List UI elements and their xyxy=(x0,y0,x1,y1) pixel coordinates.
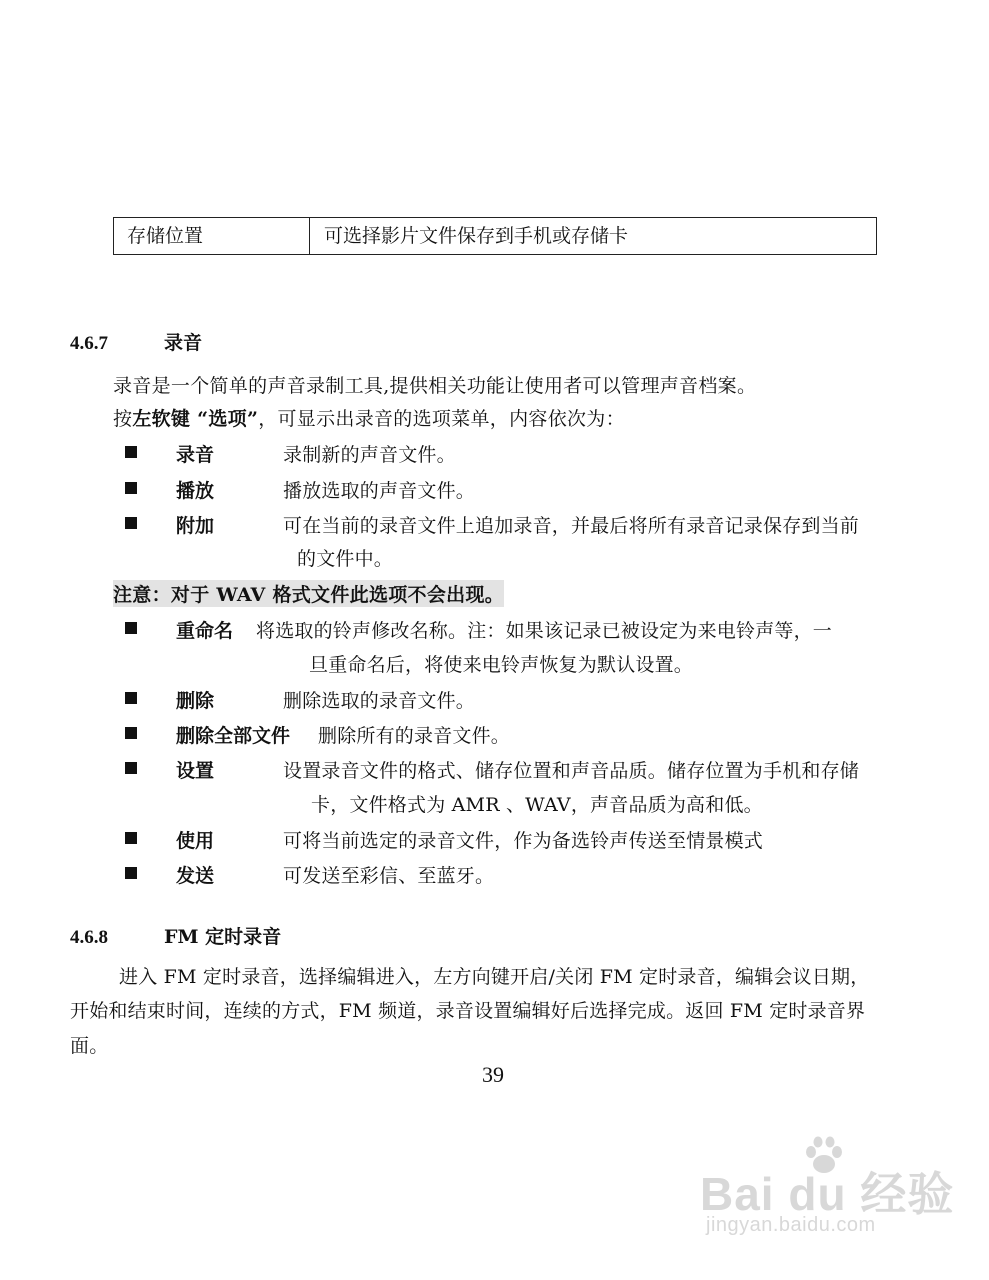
section-number: 4.6.7 xyxy=(70,333,108,354)
item-desc-settings-cont: 卡，文件格式为 AMR 、WAV，声音品质为高和低。 xyxy=(311,794,763,816)
watermark-brand: Bai du 经验 xyxy=(700,1168,955,1220)
fm-paragraph-line1: 进入 FM 定时录音，选择编辑进入，左方向键开启/关闭 FM 定时录音，编辑会议日期， xyxy=(119,966,870,988)
item-term-record: 录音 xyxy=(176,444,215,466)
item-term-settings: 设置 xyxy=(176,760,215,782)
fm-paragraph-line3: 面。 xyxy=(70,1035,109,1057)
item-desc-append-cont: 的文件中。 xyxy=(297,548,394,570)
section-number: 4.6.8 xyxy=(70,927,108,948)
bullet-icon xyxy=(125,517,137,529)
fm-paragraph-line2: 开始和结束时间，连续的方式，FM 频道，录音设置编辑好后选择完成。返回 FM 定时录音界 xyxy=(70,1000,866,1022)
item-term-delete-all: 删除全部文件 xyxy=(176,725,291,747)
item-desc-play: 播放选取的声音文件。 xyxy=(283,480,476,502)
bullet-icon xyxy=(125,727,137,739)
menu-instruction-suffix: ，可显示出录音的选项菜单，内容依次为： xyxy=(258,408,625,430)
menu-instruction-key: 左软键 “选项” xyxy=(132,408,259,430)
item-term-use: 使用 xyxy=(176,830,215,852)
bullet-icon xyxy=(125,446,137,458)
item-desc-delete: 删除选取的录音文件。 xyxy=(283,690,476,712)
item-desc-append: 可在当前的录音文件上追加录音，并最后将所有录音记录保存到当前 xyxy=(283,515,860,537)
item-desc-rename-cont: 旦重命名后，将使来电铃声恢复为默认设置。 xyxy=(309,654,694,676)
item-term-play: 播放 xyxy=(176,480,215,502)
bullet-icon xyxy=(125,762,137,774)
baidu-watermark xyxy=(700,1132,960,1242)
section-heading-468 xyxy=(70,922,281,949)
bullet-icon xyxy=(125,692,137,704)
menu-instruction xyxy=(113,404,625,431)
item-desc-settings: 设置录音文件的格式、储存位置和声音品质。储存位置为手机和存储 xyxy=(283,760,860,782)
storage-location-table xyxy=(113,217,877,255)
section-title: 录音 xyxy=(164,332,203,354)
item-desc-rename: 将选取的铃声修改名称。注：如果该记录已被设定为来电铃声等，一 xyxy=(256,620,833,642)
item-term-send: 发送 xyxy=(176,865,215,887)
table-cell-label: 存储位置 xyxy=(114,218,310,254)
bullet-icon xyxy=(125,482,137,494)
item-desc-delete-all: 删除所有的录音文件。 xyxy=(318,725,511,747)
item-term-append: 附加 xyxy=(176,515,215,537)
watermark-url: jingyan.baidu.com xyxy=(706,1214,876,1236)
bullet-icon xyxy=(125,622,137,634)
item-desc-send: 可发送至彩信、至蓝牙。 xyxy=(283,865,495,887)
section-heading-467 xyxy=(70,328,202,355)
item-term-delete: 删除 xyxy=(176,690,215,712)
menu-instruction-prefix: 按 xyxy=(113,408,133,430)
table-cell-value: 可选择影片文件保存到手机或存储卡 xyxy=(324,225,629,247)
page-number: 39 xyxy=(482,1062,504,1087)
note-warning: 注意：对于 WAV 格式文件此选项不会出现。 xyxy=(113,580,504,607)
section-title: FM 定时录音 xyxy=(164,926,282,948)
item-desc-use: 可将当前选定的录音文件，作为备选铃声传送至情景模式 xyxy=(283,830,764,852)
bullet-icon xyxy=(125,832,137,844)
item-term-rename: 重命名 xyxy=(176,620,234,642)
item-desc-record: 录制新的声音文件。 xyxy=(283,444,456,466)
bullet-icon xyxy=(125,867,137,879)
intro-paragraph: 录音是一个简单的声音录制工具,提供相关功能让使用者可以管理声音档案。 xyxy=(113,375,757,397)
